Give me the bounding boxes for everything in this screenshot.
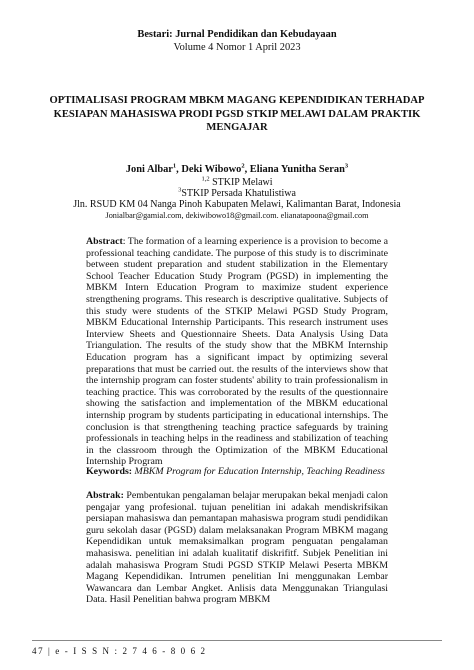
author-emails: Jonialbar@gamial.com, dekiwibowo18@gmail.com. elianatapoona@gmail.com — [105, 211, 369, 220]
abstract-label: Abstract — [86, 236, 123, 247]
page-footer: 47 | e - I S S N : 2 7 4 6 - 8 0 6 2 — [32, 646, 207, 656]
footer-divider — [32, 640, 442, 641]
abstract-text: : The formation of a learning experience is a provision to become a professional teaching candidate. The purpose of this study is to discriminate between student preparation and student stabilization in the Elementary School Teacher Education Study Program (PGSD) in implementing the MBKM Intern Education Program to maximize student experience strengthening programs. This research is descriptive qualitative. Subjects of this study were students of the STKIP Melawi PGSD Study Program, MBKM Educational Internship Participants. This research instrument uses Interview Sheets and Questionnaire Sheets. Data Analysis Using Data Triangulation. The results of the study show that the MBKM Internship Education program has a significant impact by optimizing several preparations that must be carried out. the results of the interviews show that the internship program can foster students' ability to train professionalism in teaching practice. This was corroborated by the results of the questionnaire showing the satisfaction and implementation of the MBKM educational internship program by students participating in educational internships. The conclusion is that strengthening teaching practice safeguards by training professionals in teaching helps in the readiness and stabilization of teaching in the classroom through the Optimization of the MBKM Educational Internship Program — [86, 236, 389, 468]
author-list: Joni Albar$^1$, Deki Wibowo$^2$, Eliana Yunitha Seran$^3$ — [125, 162, 349, 175]
journal-issue: Volume 4 Nomor 1 April 2023 — [173, 42, 301, 53]
affiliation-mark: 3 — [178, 186, 182, 194]
author-affiliation-mark: 2 — [241, 162, 245, 170]
affiliation-text: STKIP Melawi — [209, 177, 273, 188]
author-affiliation-mark: 3 — [344, 162, 349, 170]
affiliation-text: Jln. RSUD KM 04 Nanga Pinoh Kabupaten Melawi, Kalimantan Barat, Indonesia — [73, 199, 401, 210]
author-name: Deki Wibowo — [181, 164, 242, 175]
keywords-label: Keywords: — [86, 466, 133, 477]
author-affiliation-mark: 1 — [172, 162, 177, 170]
keywords — [86, 466, 388, 478]
affiliation-mark: 1,2 — [201, 175, 210, 183]
keywords-text: MBKM Program for Education Internship, Teaching Readiness — [132, 466, 385, 477]
author-name: Joni Albar — [125, 164, 173, 175]
abstract-indonesian — [86, 490, 388, 606]
journal-title: Bestari: Jurnal Pendidikan dan Kebudayaan — [137, 29, 337, 40]
abstrak-text: Pembentukan pengalaman belajar merupakan bekal menjadi calon pengajar yang profesional. tujuan penelitian ini adakah mendiskrifsikan persiapan mahasiswa dan pemantapan mahasiswa program studi pendidikan guru sekolah dasar (PGSD) dalam melaksanakan Program MBKM magang Kependidikan untuk memaksimalkan program penguatan pengalaman mahasiswa. penelitian ini adalah kualitatif diskrifitf. Subjek Penelitian ini adalah mahasiswa Program Studi PGSD STKIP Melawi Peserta MBKM Magang Kependidikan. Intrumen penelitian Ini menggunakan Lembar Wawancara dan Lembar Angket. Anlisis data Menggunakan Triangulasi Data. Hasil Penelitian bahwa program MBKM — [86, 490, 388, 606]
author-name: Eliana Yunitha Seran — [249, 164, 345, 175]
abstrak-label: Abstrak: — [86, 490, 124, 501]
abstract-english — [86, 236, 388, 468]
paper-title: OPTIMALISASI PROGRAM MBKM MAGANG KEPENDIDIKAN TERHADAP KESIAPAN MAHASISWA PRODI PGSD STKIP MELAWI DALAM PRAKTIK MENGAJAR — [49, 95, 425, 133]
affiliation-text: STKIP Persada Khatulistiwa — [181, 188, 296, 199]
